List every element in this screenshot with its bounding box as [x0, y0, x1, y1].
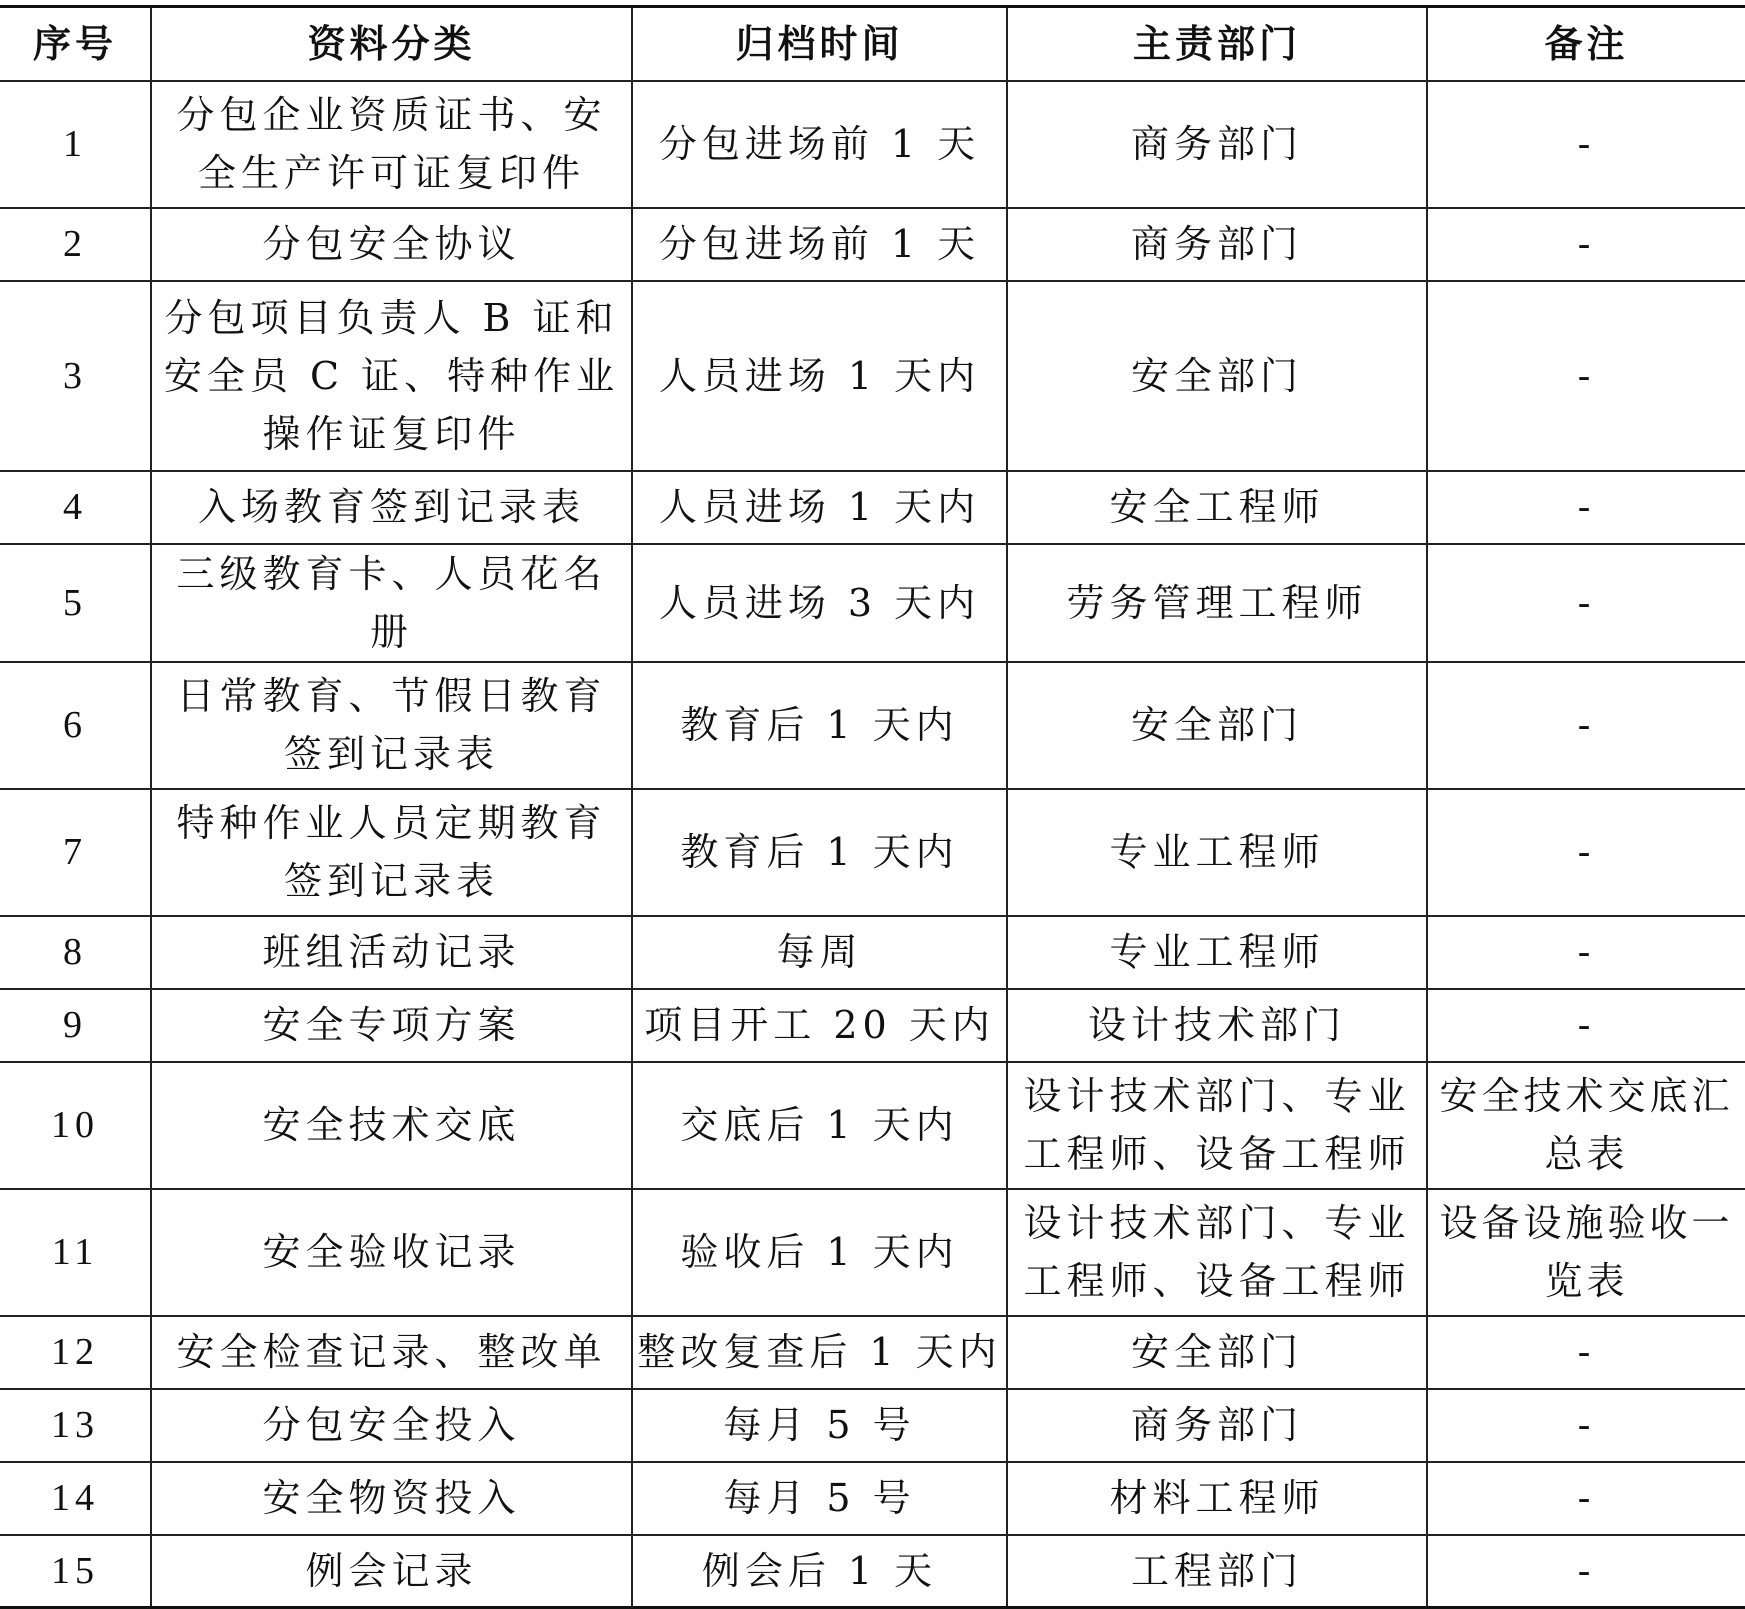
row-archive-time: 人员进场 3 天内	[632, 544, 1007, 662]
row-no: 7	[0, 789, 151, 916]
row-department: 设计技术部门、专业工程师、设备工程师	[1007, 1189, 1427, 1316]
row-category: 安全技术交底	[151, 1062, 632, 1189]
table-row	[0, 789, 1745, 916]
row-archive-time: 分包进场前 1 天	[632, 81, 1007, 208]
row-archive-time: 每月 5 号	[632, 1389, 1007, 1462]
row-archive-time: 每月 5 号	[632, 1462, 1007, 1535]
row-department: 商务部门	[1007, 1389, 1427, 1462]
row-no: 4	[0, 471, 151, 544]
row-note: -	[1427, 1462, 1745, 1535]
row-department: 安全部门	[1007, 662, 1427, 789]
row-no: 8	[0, 916, 151, 989]
row-category: 分包企业资质证书、安全生产许可证复印件	[151, 81, 632, 208]
row-note: -	[1427, 208, 1745, 281]
row-department: 专业工程师	[1007, 789, 1427, 916]
row-category: 班组活动记录	[151, 916, 632, 989]
row-category: 分包安全协议	[151, 208, 632, 281]
table-row	[0, 1062, 1745, 1189]
row-department: 商务部门	[1007, 208, 1427, 281]
row-archive-time: 交底后 1 天内	[632, 1062, 1007, 1189]
row-note: 安全技术交底汇总表	[1427, 1062, 1745, 1189]
row-archive-time: 验收后 1 天内	[632, 1189, 1007, 1316]
row-note: -	[1427, 662, 1745, 789]
table-row	[0, 208, 1745, 281]
row-archive-time: 例会后 1 天	[632, 1535, 1007, 1608]
row-no: 14	[0, 1462, 151, 1535]
table-row	[0, 1316, 1745, 1389]
header-no: 序号	[0, 7, 151, 81]
table-row	[0, 1535, 1745, 1608]
header-department: 主责部门	[1007, 7, 1427, 81]
row-no: 1	[0, 81, 151, 208]
row-department: 设计技术部门、专业工程师、设备工程师	[1007, 1062, 1427, 1189]
row-note: -	[1427, 471, 1745, 544]
table-header-row	[0, 7, 1745, 81]
row-no: 2	[0, 208, 151, 281]
row-category: 安全专项方案	[151, 989, 632, 1062]
table-row	[0, 281, 1745, 471]
row-note: -	[1427, 789, 1745, 916]
row-department: 劳务管理工程师	[1007, 544, 1427, 662]
row-no: 13	[0, 1389, 151, 1462]
row-department: 工程部门	[1007, 1535, 1427, 1608]
row-archive-time: 整改复查后 1 天内	[632, 1316, 1007, 1389]
row-note: -	[1427, 1389, 1745, 1462]
table-row	[0, 916, 1745, 989]
row-note: -	[1427, 1535, 1745, 1608]
row-department: 安全部门	[1007, 281, 1427, 471]
row-no: 9	[0, 989, 151, 1062]
table-row	[0, 1189, 1745, 1316]
row-archive-time: 教育后 1 天内	[632, 662, 1007, 789]
row-note: -	[1427, 281, 1745, 471]
row-category: 入场教育签到记录表	[151, 471, 632, 544]
row-no: 6	[0, 662, 151, 789]
row-department: 设计技术部门	[1007, 989, 1427, 1062]
row-category: 例会记录	[151, 1535, 632, 1608]
table-row	[0, 544, 1745, 662]
row-category: 分包项目负责人 B 证和安全员 C 证、特种作业操作证复印件	[151, 281, 632, 471]
row-archive-time: 项目开工 20 天内	[632, 989, 1007, 1062]
table-row	[0, 81, 1745, 208]
row-category: 安全验收记录	[151, 1189, 632, 1316]
archive-schedule-table	[0, 5, 1745, 1609]
table-row	[0, 1462, 1745, 1535]
row-category: 安全物资投入	[151, 1462, 632, 1535]
row-archive-time: 分包进场前 1 天	[632, 208, 1007, 281]
row-no: 11	[0, 1189, 151, 1316]
row-category: 特种作业人员定期教育签到记录表	[151, 789, 632, 916]
row-note: -	[1427, 544, 1745, 662]
header-note: 备注	[1427, 7, 1745, 81]
table-row	[0, 989, 1745, 1062]
row-note: -	[1427, 81, 1745, 208]
row-department: 安全部门	[1007, 1316, 1427, 1389]
row-no: 12	[0, 1316, 151, 1389]
row-archive-time: 人员进场 1 天内	[632, 281, 1007, 471]
row-department: 材料工程师	[1007, 1462, 1427, 1535]
header-archive-time: 归档时间	[632, 7, 1007, 81]
row-note: -	[1427, 1316, 1745, 1389]
row-note: -	[1427, 916, 1745, 989]
table-row	[0, 471, 1745, 544]
row-archive-time: 教育后 1 天内	[632, 789, 1007, 916]
row-no: 3	[0, 281, 151, 471]
row-archive-time: 每周	[632, 916, 1007, 989]
row-archive-time: 人员进场 1 天内	[632, 471, 1007, 544]
row-note: -	[1427, 989, 1745, 1062]
row-no: 10	[0, 1062, 151, 1189]
row-note: 设备设施验收一览表	[1427, 1189, 1745, 1316]
header-category: 资料分类	[151, 7, 632, 81]
row-department: 专业工程师	[1007, 916, 1427, 989]
row-category: 日常教育、节假日教育签到记录表	[151, 662, 632, 789]
row-category: 安全检查记录、整改单	[151, 1316, 632, 1389]
row-department: 安全工程师	[1007, 471, 1427, 544]
row-department: 商务部门	[1007, 81, 1427, 208]
row-no: 15	[0, 1535, 151, 1608]
row-category: 分包安全投入	[151, 1389, 632, 1462]
table-row	[0, 1389, 1745, 1462]
row-no: 5	[0, 544, 151, 662]
row-category: 三级教育卡、人员花名册	[151, 544, 632, 662]
table-row	[0, 662, 1745, 789]
